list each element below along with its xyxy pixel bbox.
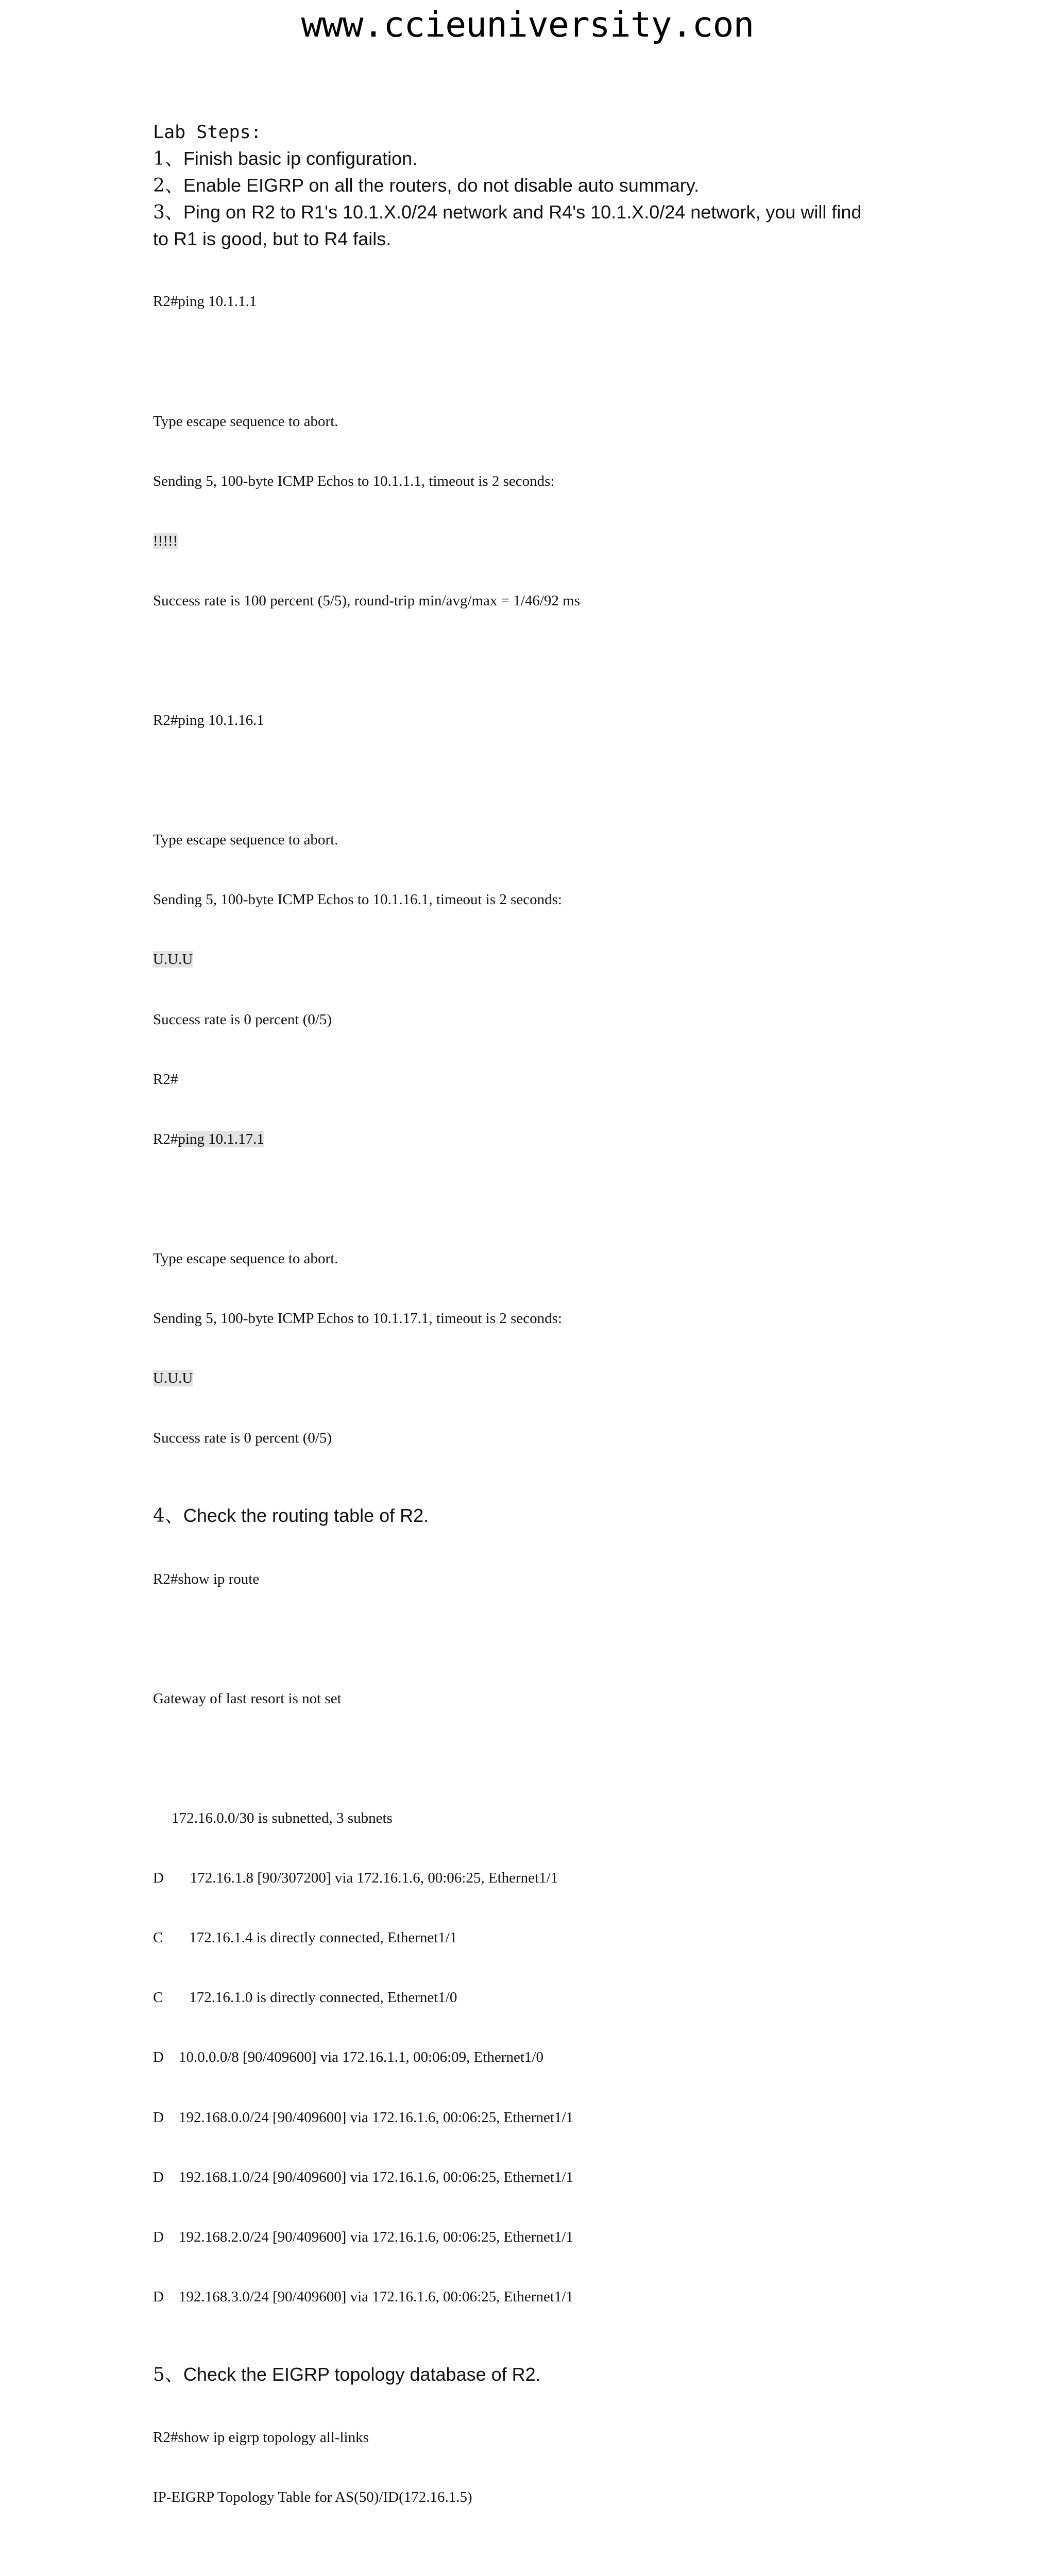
site-header: www.ccieuniversity.con — [301, 5, 754, 45]
step-number: 4、 — [153, 1505, 183, 1527]
cli-line: D 192.168.0.0/24 [90/409600] via 172.16.1.6, 00:06:25, Ethernet1/1 — [153, 2109, 573, 2126]
cli-prompt: R2# — [153, 1130, 178, 1147]
cli-line — [153, 2548, 905, 2568]
cli-line: Success rate is 0 percent (0/5) — [153, 1011, 332, 1028]
cli-line — [153, 352, 905, 372]
route-output — [153, 1529, 905, 2347]
step-text: Ping on R2 to R1's 10.1.X.0/24 network and R4's 10.1.X.0/24 network, you will find — [183, 201, 862, 223]
cli-line: C 172.16.1.0 is directly connected, Ethernet1/0 — [153, 1989, 457, 2006]
highlighted-result: U.U.U — [153, 1370, 193, 1387]
cli-line — [153, 770, 905, 790]
step-number: 3、 — [153, 202, 183, 223]
cli-line: R2#show ip route — [153, 1570, 260, 1587]
topology-output — [153, 2388, 905, 2576]
step-4 — [153, 1502, 905, 1529]
cli-line: Gateway of last resort is not set — [153, 1690, 342, 1707]
cli-line — [153, 1629, 905, 1649]
cli-line: Type escape sequence to abort. — [153, 413, 338, 430]
step-number: 2、 — [153, 175, 183, 196]
cli-line: R2# — [153, 1071, 178, 1088]
cli-line: Success rate is 0 percent (0/5) — [153, 1430, 332, 1447]
cli-line: Type escape sequence to abort. — [153, 832, 338, 849]
cli-line — [153, 1129, 905, 1149]
step-text: Check the EIGRP topology database of R2. — [183, 2363, 541, 2385]
document-body — [153, 120, 905, 2576]
step-number: 1、 — [153, 148, 183, 170]
cli-line: Sending 5, 100-byte ICMP Echos to 10.1.16.1, timeout is 2 seconds: — [153, 891, 562, 908]
highlighted-result: U.U.U — [153, 951, 193, 968]
cli-line: D 192.168.2.0/24 [90/409600] via 172.16.1.6, 00:06:25, Ethernet1/1 — [153, 2228, 573, 2245]
highlighted-command: ping 10.1.17.1 — [178, 1130, 264, 1147]
cli-line: R2#show ip eigrp topology all-links — [153, 2429, 369, 2446]
cli-line: D 172.16.1.8 [90/307200] via 172.16.1.6, 00:06:25, Ethernet1/1 — [153, 1870, 558, 1887]
step-1 — [153, 145, 905, 172]
cli-line — [153, 531, 905, 551]
step-text: Finish basic ip configuration. — [183, 148, 418, 169]
cli-line — [153, 1749, 905, 1769]
lab-steps-heading: Lab Steps: — [153, 122, 262, 143]
step-number: 5、 — [153, 2364, 183, 2385]
cli-line: IP-EIGRP Topology Table for AS(50)/ID(172.16.1.5) — [153, 2489, 472, 2506]
cli-line: D 192.168.3.0/24 [90/409600] via 172.16.1.6, 00:06:25, Ethernet1/1 — [153, 2288, 573, 2305]
cli-line — [153, 651, 905, 671]
cli-line: R2#ping 10.1.1.1 — [153, 293, 257, 310]
cli-line: R2#ping 10.1.16.1 — [153, 712, 264, 729]
ping-output — [153, 252, 905, 1488]
step-text: Check the routing table of R2. — [183, 1505, 429, 1527]
cli-line: Type escape sequence to abort. — [153, 1250, 338, 1267]
cli-line: Success rate is 100 percent (5/5), round-trip min/avg/max = 1/46/92 ms — [153, 592, 580, 609]
cli-line — [153, 1189, 905, 1209]
cli-line: D 10.0.0.0/8 [90/409600] via 172.16.1.1, 00:06:09, Ethernet1/0 — [153, 2049, 543, 2066]
cli-line: Sending 5, 100-byte ICMP Echos to 10.1.1.1, timeout is 2 seconds: — [153, 472, 555, 489]
step-2 — [153, 172, 905, 199]
cli-line — [153, 950, 905, 970]
step-3 — [153, 199, 905, 226]
cli-line: Sending 5, 100-byte ICMP Echos to 10.1.17.1, timeout is 2 seconds: — [153, 1310, 562, 1327]
cli-line — [153, 1368, 905, 1388]
step-5 — [153, 2361, 905, 2388]
cli-line: 172.16.0.0/30 is subnetted, 3 subnets — [153, 1810, 393, 1827]
cli-line: D 192.168.1.0/24 [90/409600] via 172.16.1.6, 00:06:25, Ethernet1/1 — [153, 2168, 573, 2185]
step-text: Enable EIGRP on all the routers, do not disable auto summary. — [183, 175, 700, 196]
highlighted-result: !!!!! — [153, 532, 178, 549]
step-3-continued: to R1 is good, but to R4 fails. — [153, 228, 392, 249]
cli-line: C 172.16.1.4 is directly connected, Ethernet1/1 — [153, 1929, 457, 1946]
